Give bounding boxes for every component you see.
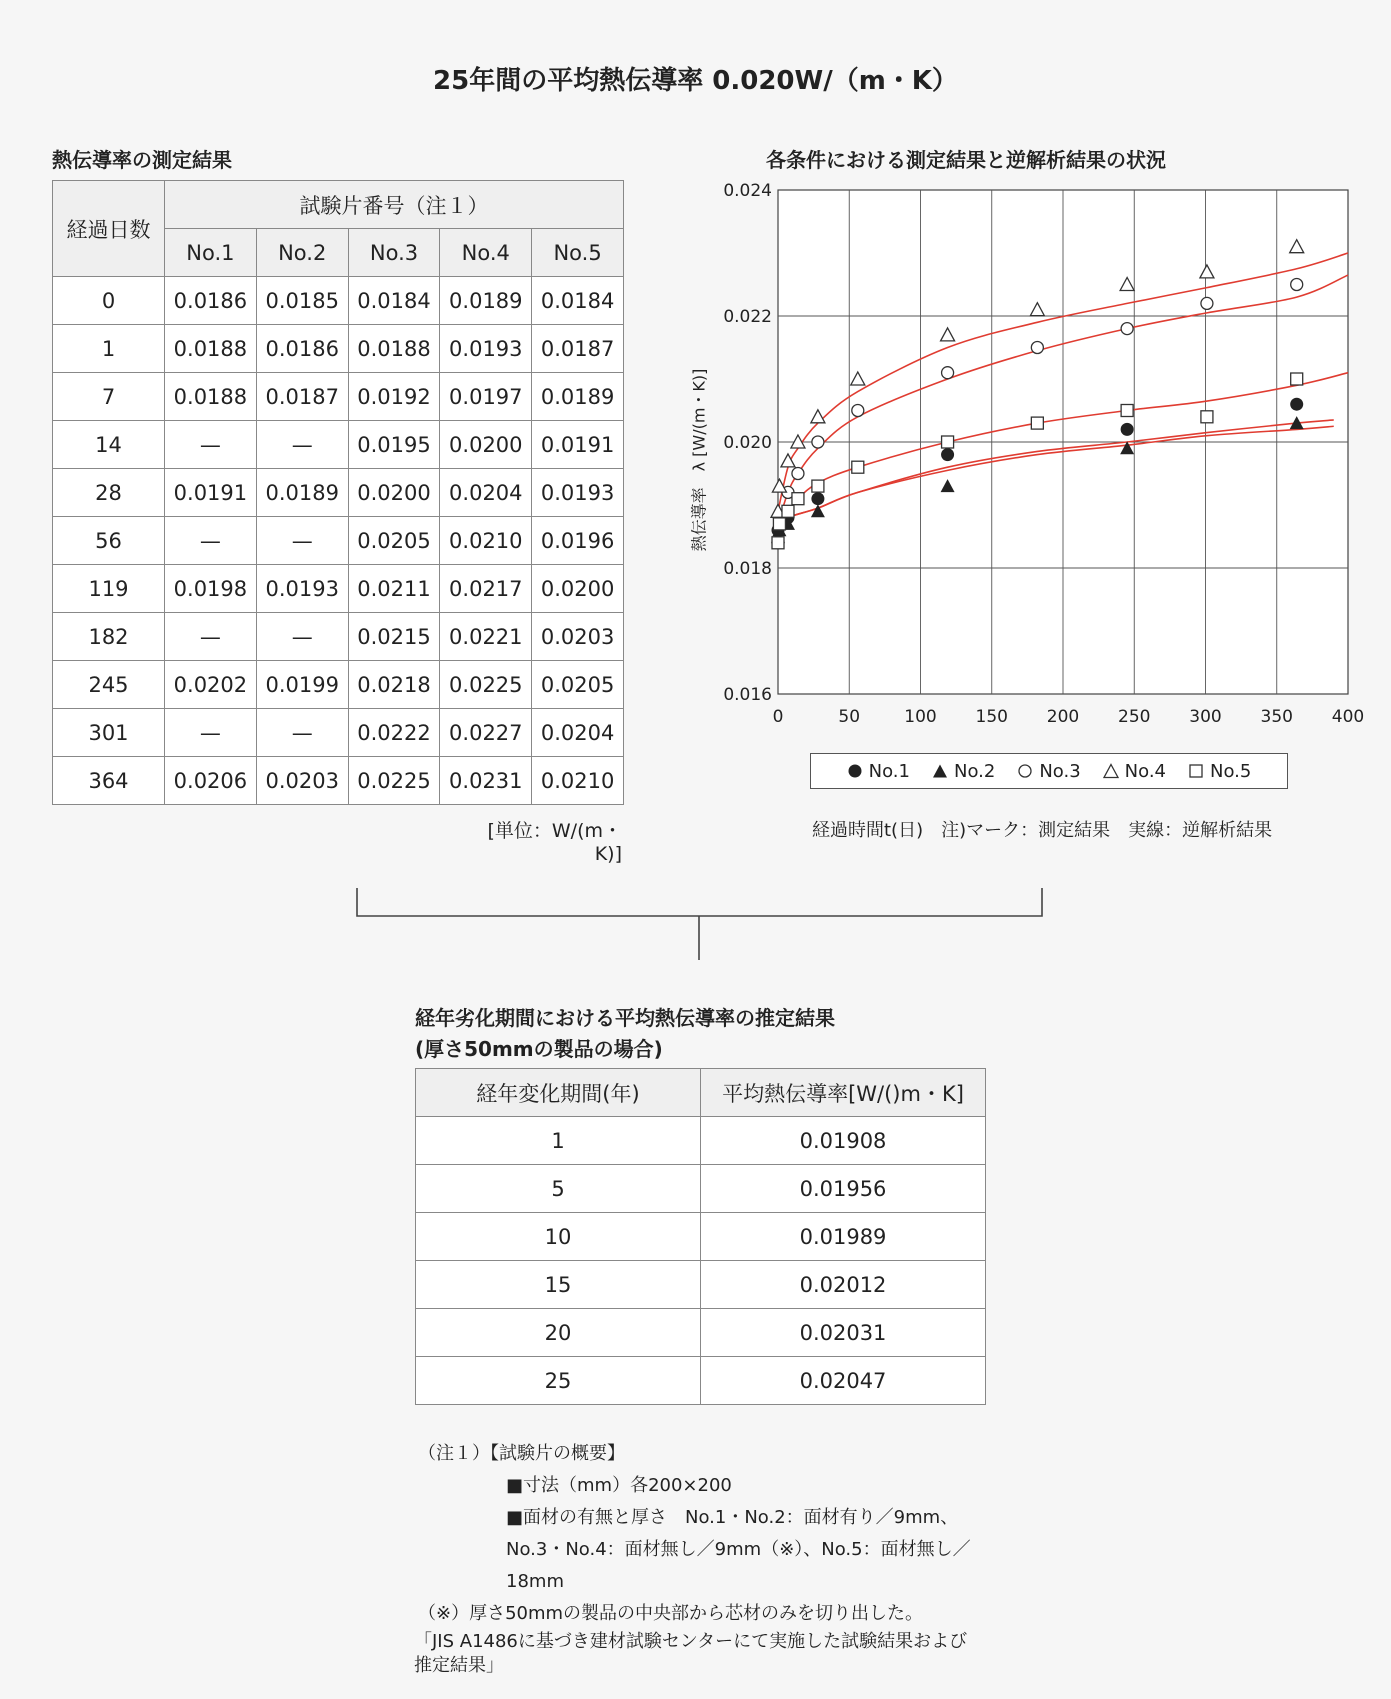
legend-label: No.5	[1210, 760, 1252, 782]
conductivity-cell: 0.02031	[701, 1309, 986, 1357]
table-row	[416, 1261, 986, 1309]
column-header: No.5	[532, 229, 624, 277]
value-cell: —	[256, 613, 348, 661]
value-cell: 0.0191	[165, 469, 257, 517]
value-cell: 0.0211	[348, 565, 440, 613]
value-cell: 0.0210	[532, 757, 624, 805]
data-point-filled-circle	[941, 448, 954, 461]
page-title: 25年間の平均熱伝導率 0.020W/（m・K）	[433, 66, 958, 96]
data-point-open-circle	[1201, 297, 1213, 309]
table-row	[53, 277, 624, 325]
value-cell: —	[165, 613, 257, 661]
table-row	[416, 1165, 986, 1213]
value-cell: 0.0204	[532, 709, 624, 757]
note-label: （注１）【試験片の概要】	[418, 1443, 625, 1464]
note-facing: ■面材の有無と厚さ No.1・No.2：面材有り／9mm、	[506, 1507, 959, 1528]
measurement-title: 熱伝導率の測定結果	[52, 148, 232, 172]
data-point-open-square	[1201, 411, 1213, 423]
day-cell: 1	[53, 325, 165, 373]
period-cell: 5	[416, 1165, 701, 1213]
day-cell: 7	[53, 373, 165, 421]
value-cell: 0.0191	[532, 421, 624, 469]
data-point-open-circle	[1031, 342, 1043, 354]
unit-note: [単位：W/(m・K)]	[487, 820, 622, 865]
chart-title: 各条件における測定結果と逆解析結果の状況	[766, 148, 1166, 172]
value-cell: —	[256, 421, 348, 469]
legend-label: No.2	[953, 760, 996, 782]
data-point-open-square	[942, 436, 954, 448]
chart-caption: 経過時間t(日) 注)マーク：測定結果 実線：逆解析結果	[812, 820, 1273, 841]
data-point-filled-circle	[811, 492, 824, 505]
table-row	[53, 661, 624, 709]
value-cell: 0.0202	[165, 661, 257, 709]
value-cell: 0.0187	[256, 373, 348, 421]
data-point-open-square	[772, 537, 784, 549]
value-cell: 0.0186	[256, 325, 348, 373]
day-cell: 119	[53, 565, 165, 613]
note-source-line2: 推定結果」	[414, 1655, 504, 1676]
data-point-open-circle	[852, 405, 864, 417]
table-row	[53, 709, 624, 757]
table-row	[53, 325, 624, 373]
table-row	[416, 1309, 986, 1357]
legend-no3	[1017, 761, 1080, 782]
data-point-open-circle	[942, 367, 954, 379]
x-tick-label: 50	[838, 707, 861, 727]
column-header: No.2	[256, 229, 348, 277]
value-cell: 0.0210	[440, 517, 532, 565]
table-row	[416, 1213, 986, 1261]
table-row	[53, 757, 624, 805]
bracket-connector	[356, 888, 1044, 962]
value-cell: 0.0199	[256, 661, 348, 709]
filled-triangle-icon	[932, 763, 948, 779]
value-cell: 0.0193	[256, 565, 348, 613]
conductivity-cell: 0.01956	[701, 1165, 986, 1213]
y-tick-label: 0.018	[723, 559, 772, 579]
table-row	[53, 565, 624, 613]
conductivity-cell: 0.02012	[701, 1261, 986, 1309]
conductivity-cell: 0.01989	[701, 1213, 986, 1261]
estimate-table	[415, 1068, 986, 1405]
note-facing-cont2: 18mm	[506, 1571, 564, 1592]
table-row	[53, 517, 624, 565]
legend-no4	[1103, 761, 1166, 782]
column-header: No.4	[440, 229, 532, 277]
x-tick-label: 200	[1046, 707, 1080, 727]
value-cell: 0.0225	[440, 661, 532, 709]
conductivity-cell: 0.01908	[701, 1117, 986, 1165]
legend-label: No.3	[1039, 760, 1081, 782]
value-cell: 0.0193	[532, 469, 624, 517]
value-cell: 0.0231	[440, 757, 532, 805]
value-cell: 0.0189	[532, 373, 624, 421]
estimate-subtitle: (厚さ50mmの製品の場合)	[415, 1037, 663, 1061]
day-cell: 182	[53, 613, 165, 661]
x-tick-label: 150	[975, 707, 1008, 727]
group-header-specimen: 試験片番号（注１）	[165, 181, 624, 229]
column-header: No.1	[165, 229, 257, 277]
column-header: No.3	[348, 229, 440, 277]
value-cell: 0.0217	[440, 565, 532, 613]
legend-no2	[932, 761, 995, 782]
data-point-open-square	[852, 461, 864, 473]
legend-no1	[847, 761, 910, 782]
estimate-header-conductivity: 平均熱伝導率[W/()m・K]	[701, 1069, 986, 1117]
chart-legend	[810, 753, 1288, 789]
day-cell: 245	[53, 661, 165, 709]
data-point-open-circle	[1121, 323, 1133, 335]
y-tick-label: 0.020	[723, 433, 772, 453]
estimate-header-period: 経年変化期間(年)	[416, 1069, 701, 1117]
period-cell: 15	[416, 1261, 701, 1309]
value-cell: 0.0205	[348, 517, 440, 565]
value-cell: 0.0188	[165, 373, 257, 421]
data-point-open-square	[792, 493, 804, 505]
table-row	[53, 421, 624, 469]
x-tick-label: 400	[1331, 707, 1365, 727]
note-source-line1: 「JIS A1486に基づき建材試験センターにて実施した試験結果および	[414, 1631, 968, 1652]
value-cell: 0.0185	[256, 277, 348, 325]
table-row	[53, 469, 624, 517]
x-tick-label: 250	[1118, 707, 1151, 727]
value-cell: 0.0196	[532, 517, 624, 565]
x-tick-label: 0	[772, 707, 784, 727]
value-cell: 0.0221	[440, 613, 532, 661]
value-cell: 0.0197	[440, 373, 532, 421]
value-cell: 0.0205	[532, 661, 624, 709]
data-point-open-square	[1291, 373, 1303, 385]
value-cell: 0.0188	[348, 325, 440, 373]
x-tick-label: 300	[1189, 707, 1222, 727]
day-cell: 56	[53, 517, 165, 565]
filled-circle-icon	[847, 763, 863, 779]
y-tick-label: 0.022	[723, 307, 772, 327]
table-row	[416, 1357, 986, 1405]
estimate-title: 経年劣化期間における平均熱伝導率の推定結果	[415, 1006, 835, 1030]
open-circle-icon	[1017, 763, 1033, 779]
value-cell: 0.0198	[165, 565, 257, 613]
data-point-filled-circle	[1290, 398, 1303, 411]
day-cell: 28	[53, 469, 165, 517]
value-cell: 0.0203	[256, 757, 348, 805]
data-point-open-square	[782, 505, 794, 517]
note-source	[414, 1630, 967, 1678]
legend-label: No.1	[868, 760, 910, 782]
value-cell: 0.0222	[348, 709, 440, 757]
data-point-open-circle	[792, 468, 804, 480]
conductivity-cell: 0.02047	[701, 1357, 986, 1405]
legend-label: No.4	[1124, 760, 1167, 782]
value-cell: 0.0218	[348, 661, 440, 709]
value-cell: —	[256, 517, 348, 565]
y-tick-label: 0.016	[723, 685, 772, 705]
value-cell: 0.0187	[532, 325, 624, 373]
value-cell: —	[165, 517, 257, 565]
value-cell: 0.0184	[348, 277, 440, 325]
value-cell: 0.0204	[440, 469, 532, 517]
value-cell: 0.0227	[440, 709, 532, 757]
period-cell: 10	[416, 1213, 701, 1261]
value-cell: —	[256, 709, 348, 757]
x-tick-label: 100	[904, 707, 937, 727]
chart	[700, 176, 1365, 736]
measurement-table	[52, 180, 624, 805]
value-cell: 0.0203	[532, 613, 624, 661]
x-tick-label: 350	[1260, 707, 1293, 727]
note-size: ■寸法（mm）各200×200	[506, 1475, 732, 1496]
value-cell: 0.0200	[348, 469, 440, 517]
open-triangle-icon	[1103, 763, 1119, 779]
value-cell: 0.0189	[440, 277, 532, 325]
value-cell: —	[165, 709, 257, 757]
table-row	[53, 613, 624, 661]
table-row	[53, 373, 624, 421]
data-point-open-square	[812, 480, 824, 492]
day-cell: 301	[53, 709, 165, 757]
value-cell: —	[165, 421, 257, 469]
value-cell: 0.0189	[256, 469, 348, 517]
note-facing-cont: No.3・No.4：面材無し／9mm（※）、No.5：面材無し／	[506, 1539, 971, 1560]
period-cell: 1	[416, 1117, 701, 1165]
period-cell: 20	[416, 1309, 701, 1357]
note-asterisk: （※）厚さ50mmの製品の中央部から芯材のみを切り出した。	[418, 1603, 924, 1624]
value-cell: 0.0195	[348, 421, 440, 469]
value-cell: 0.0206	[165, 757, 257, 805]
value-cell: 0.0186	[165, 277, 257, 325]
chart-grid	[778, 190, 1348, 694]
value-cell: 0.0200	[440, 421, 532, 469]
data-point-open-circle	[1291, 279, 1303, 291]
value-cell: 0.0193	[440, 325, 532, 373]
value-cell: 0.0188	[165, 325, 257, 373]
y-tick-label: 0.024	[723, 181, 772, 201]
value-cell: 0.0192	[348, 373, 440, 421]
data-point-open-square	[1031, 417, 1043, 429]
data-point-open-square	[773, 518, 785, 530]
value-cell: 0.0184	[532, 277, 624, 325]
open-square-icon	[1188, 763, 1204, 779]
data-point-open-square	[1121, 405, 1133, 417]
period-cell: 25	[416, 1357, 701, 1405]
value-cell: 0.0225	[348, 757, 440, 805]
day-cell: 0	[53, 277, 165, 325]
value-cell: 0.0200	[532, 565, 624, 613]
data-point-filled-circle	[1121, 423, 1134, 436]
table-row	[416, 1117, 986, 1165]
y-axis-label: 熱伝導率 λ [W/(m・K)]	[689, 368, 709, 552]
row-header-days: 経過日数	[53, 181, 165, 277]
data-point-open-circle	[812, 436, 824, 448]
day-cell: 364	[53, 757, 165, 805]
day-cell: 14	[53, 421, 165, 469]
legend-no5	[1188, 761, 1251, 782]
value-cell: 0.0215	[348, 613, 440, 661]
